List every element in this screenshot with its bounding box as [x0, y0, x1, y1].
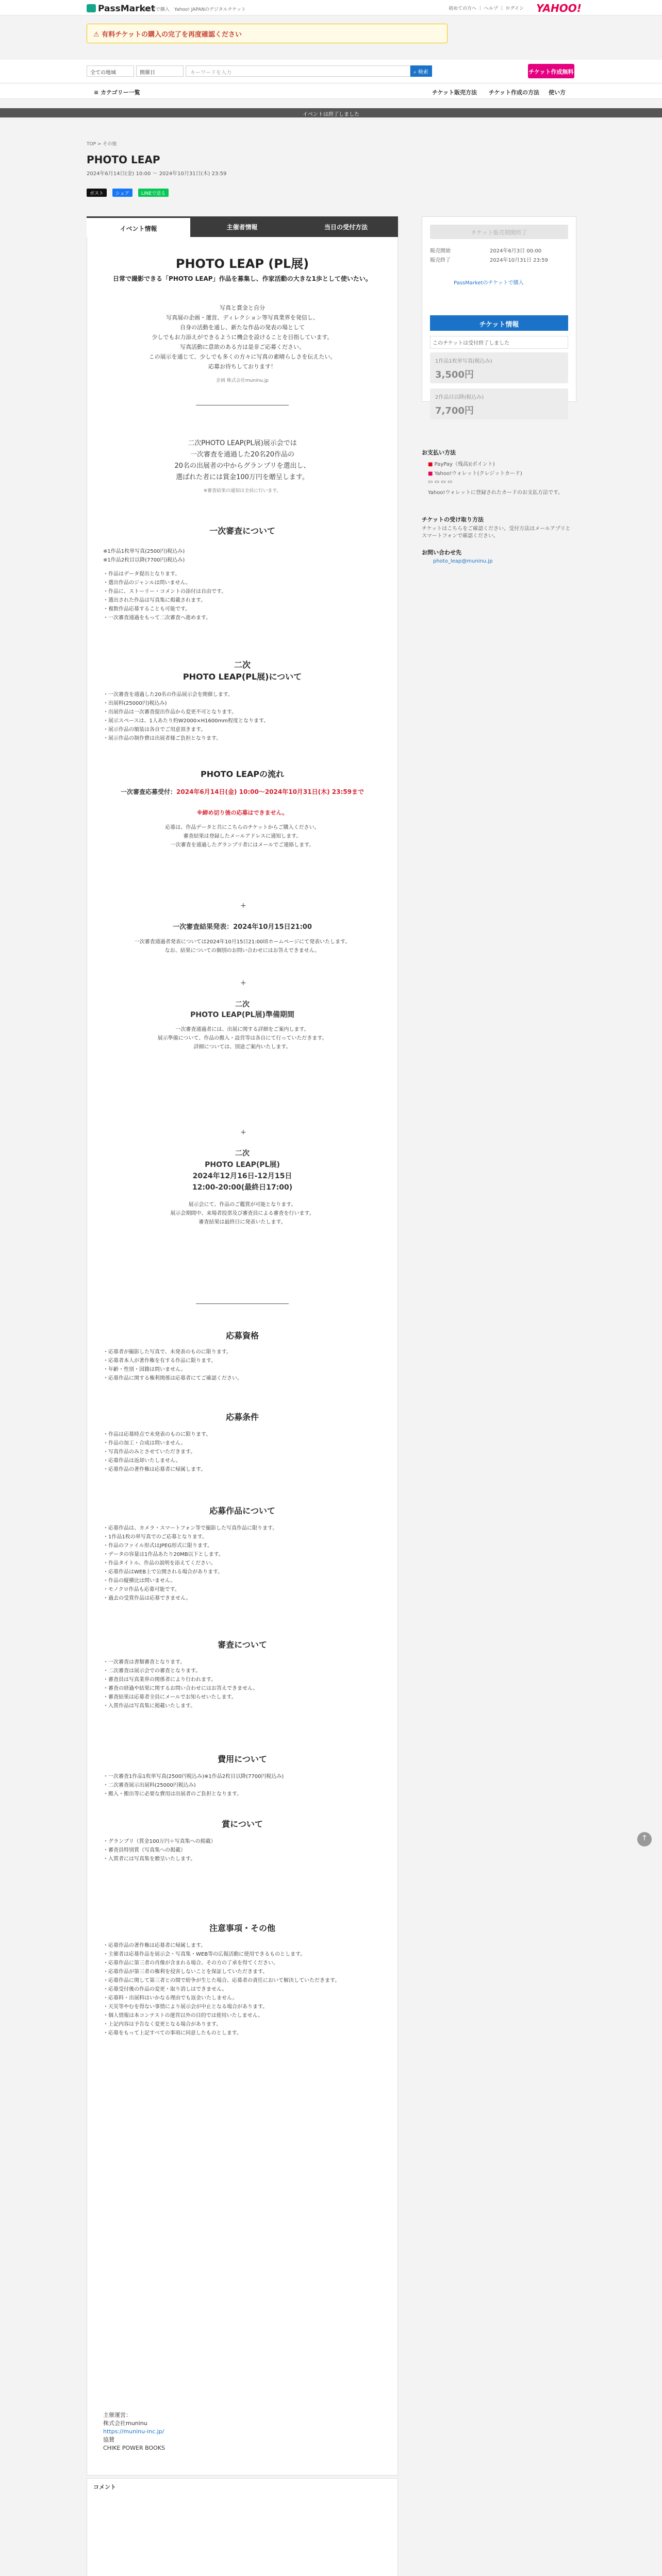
event-ended-banner: イベントは終了しました [0, 108, 662, 117]
second-line: 詳細については、別途ご案内いたします。 [193, 1044, 291, 1050]
section-second-review: 二次 PHOTO LEAP(PL展)について [183, 660, 302, 682]
category-list-label: カテゴリー一覧 [101, 89, 140, 96]
ticket-name: 1作品1枚単写真(税込み) [435, 359, 492, 364]
category-list-link[interactable] [94, 88, 140, 96]
nav-create-method[interactable]: チケット作成の方法 [489, 89, 540, 96]
summary-line: 二次PHOTO LEAP(PL展)展示会では [188, 439, 297, 447]
payment-item [428, 469, 522, 477]
note-line: ・応募作品に関して第三者との間で紛争が生じた場合、応募者の責任において解決していただきます。 [103, 1978, 340, 1984]
second-line: 一次審査通過者には、出展に関する詳細をご案内します。 [175, 1027, 309, 1032]
section-conditions: 応募条件 [225, 1412, 259, 1422]
flow-line: 一次審査を通過したグランプリ者にはメールでご連絡します。 [170, 842, 315, 848]
flow-period-label: 一次審査応募受付： [121, 788, 177, 795]
sales-ended-button[interactable]: チケット販売期間終了 [430, 225, 568, 239]
receive-text: チケットはこちらをご確認ください。受付方法はメールアプリとスマートフォンで確認ください。 [422, 526, 571, 539]
second-review-line: ・出展料(25000円)税込み) [103, 701, 167, 706]
works-line: ・応募作品は、カメラ・スマートフォン等で撮影した写真作品に限ります。 [103, 1526, 278, 1531]
first-review-line: ・選出作品のジャンルは問いません。 [103, 580, 191, 586]
wallet-note: Yahoo!ウォレットに登録されたカードのお支払方法です。 [428, 490, 564, 496]
note-line: ・主催者は応募作品を展示会・写真集・WEB等の広報活動に使用できるものとします。 [103, 1952, 306, 1957]
event-tabs [87, 216, 398, 237]
judging-line: ・審査結果は応募者全員にメールでお知らせいたします。 [103, 1694, 237, 1700]
judging-line: ・二次審査は展示会での審査となります。 [103, 1668, 201, 1674]
judging-line: ・審査員は写真業界の関係者により行われます。 [103, 1677, 217, 1683]
tab-reception[interactable]: 当日の受付方法 [294, 216, 398, 237]
works-line: ・過去の受賞作品は応募できません。 [103, 1596, 191, 1601]
organizer-name: 株式会社muninu [103, 2420, 147, 2427]
first-review-line: ※1作品2枚目以降(7700円)税込み) [103, 557, 185, 563]
exhibit-line: 展示会期間中、来場者投票及び審査員による審査を行います。 [170, 1211, 315, 1216]
qualification-line: ・年齢・性別・国籍は問いません。 [103, 1367, 186, 1372]
condition-line: ・応募作品は返却いたしません。 [103, 1458, 181, 1464]
logo-mark-icon [87, 4, 96, 12]
note-line: ・上記内容は予告なく変更となる場合があります。 [103, 2022, 222, 2027]
flow-separator: + [240, 902, 246, 910]
card-brand-icons: ▭ ▭ ▭ ▭ [428, 479, 453, 485]
works-line: ・モノクロ作品も応募可能です。 [103, 1587, 180, 1592]
second-review-line: ・展示作品の額装は各自でご用意頂きます。 [103, 727, 206, 733]
sale-end-label: 販売終了 [430, 258, 451, 263]
purchase-alert[interactable] [87, 24, 448, 43]
logo-text: PassMarket [98, 4, 155, 14]
menu-icon: ≡ [94, 89, 101, 96]
section-fees: 費用について [218, 1754, 267, 1764]
payment-title: お支払い方法 [422, 449, 456, 456]
second-title: 二次 PHOTO LEAP(PL展)準備期間 [190, 1001, 294, 1019]
works-line: ・作品タイトル、作品の説明を添えてください。 [103, 1561, 216, 1566]
intro-line: 応募お待ちしております！ [208, 363, 276, 370]
nav-howto[interactable]: 使い方 [549, 89, 566, 96]
exhibit-line: 展示会にて、作品のご鑑賞が可能となります。 [188, 1202, 296, 1208]
summary-line: 一次審査を通過した20名20作品の [190, 451, 295, 459]
ticket-name: 2作品目以降(税込み) [435, 395, 484, 400]
breadcrumb[interactable]: TOP > その他 [87, 142, 117, 147]
ticket-info-note: このチケットは受付終了しました [430, 336, 568, 349]
divider [196, 1303, 289, 1304]
page-title: PHOTO LEAP [87, 154, 160, 166]
works-line: ・応募作品はWEB上で公開される場合があります。 [103, 1569, 223, 1575]
section-first-review: 一次審査について [209, 526, 275, 536]
contact-email-link[interactable]: photo_leap@muninu.jp [433, 558, 493, 564]
judging-line: ・審査の経過や結果に関するお問い合わせにはお答えできません。 [103, 1686, 258, 1691]
search-button-label: 検索 [418, 70, 428, 75]
exhibit-title: 二次 PHOTO LEAP(PL展) 2024年12月16日-12月15日 12:00-20:00(最終日17:00) [192, 1149, 293, 1192]
tagline: スマホで購入 Yahoo! JAPANのデジタルチケット [142, 7, 246, 12]
first-review-line: ・一次審査通過をもって二次審査へ進めます。 [103, 615, 211, 621]
contact-title: お問い合わせ先 [422, 549, 461, 556]
ticket-price: 7,700円 [435, 405, 474, 416]
exhibit-line: 審査結果は最終日に発表いたします。 [198, 1219, 286, 1225]
works-line: ・作品の縦横比は問いません。 [103, 1578, 176, 1584]
payment-label: PayPay（残高)(ポイント) [434, 462, 495, 467]
intro-line: この展示を通じて、少しでも多くの方々に写真の素晴らしさを伝えたい。 [148, 353, 336, 360]
sale-start-label: 販売開始 [430, 248, 451, 254]
event-subtitle: 日常で撮影できる「PHOTO LEAP」作品を募集し、作家活動の大きな1歩として使いたい。 [113, 275, 372, 282]
search-icon: ⌕ [413, 70, 418, 75]
first-review-line: ・複数作品応募することも可能です。 [103, 606, 191, 612]
comment-section [87, 2478, 398, 2576]
wallet-icon: ■ [428, 471, 435, 477]
section-prizes: 賞について [222, 1819, 263, 1829]
result-line: なお、結果についての個別のお問い合わせにはお答えできません。 [164, 948, 320, 954]
organizer-label: 主催運営： [103, 2412, 131, 2418]
fee-line: ・二次審査展示出展料(25000円税込み) [103, 1783, 196, 1788]
payment-item [428, 460, 495, 467]
ticket-box [430, 352, 568, 383]
paypay-icon: ■ [428, 462, 435, 467]
summary-line: 20名の出展者の中からグランプリを選出し、 [174, 462, 310, 470]
works-line: ・作品のファイル形式はJPEG形式に限ります。 [103, 1543, 213, 1549]
second-review-line: ・展示スペースは、1人あたり約W2000×H1600mm程度となります。 [103, 718, 269, 724]
flow-note: ※締め切り後の応募はできません。 [196, 809, 288, 816]
note-line: ・天災等やむを得ない事情により展示会が中止となる場合があります。 [103, 2004, 268, 2010]
note-line: ・個人情報は本コンテストの運営以外の目的では使用いたしません。 [103, 2013, 263, 2019]
prize-line: ・審査員特別賞（写真集への掲載） [103, 1848, 186, 1853]
intro-line: 写真活動に意欲のある方は是非ご応募ください。 [180, 344, 305, 350]
fee-line: ・一次審査1作品1枚単写真(2500円税込み)※1作品2枚目以降(7700円税込み) [103, 1774, 284, 1780]
share-line-button[interactable]: LINEで送る [138, 189, 169, 197]
arrow-up-icon: ↑ [641, 1834, 648, 1842]
flow-period: 2024年6月14日(金) 10:00〜2024年10月31日(木) 23:59まで [176, 788, 364, 795]
note-line: ・応募作品の著作権は応募者に帰属します。 [103, 1943, 206, 1948]
scroll-top-button[interactable] [637, 1832, 652, 1846]
condition-line: ・作品は応募時点で未発表のものに限ります。 [103, 1432, 211, 1437]
note-line: ・応募作品に第三者の肖像が含まれる場合、その方の了承を得てください。 [103, 1960, 278, 1966]
section-works: 応募作品について [209, 1506, 275, 1516]
result-title: 一次審査結果発表：2024年10月15日21:00 [173, 923, 312, 931]
receive-title: チケットの受け取り方法 [422, 516, 484, 523]
tab-organizer[interactable]: 主催者情報 [190, 216, 294, 237]
yahoo-logo[interactable]: YAHOO! [536, 2, 582, 14]
region-select[interactable]: 全ての地域 [87, 65, 134, 77]
search-input[interactable]: キーワードを入力 [186, 65, 410, 77]
alert-text: 有料チケットの購入の完了を再度確認ください [102, 31, 242, 39]
flow-separator: + [240, 1128, 246, 1137]
note-line: ・応募料・出展料はいかなる理由でも返金いたしません。 [103, 1995, 238, 2001]
intro-line: 写真展の企画・運営、ディレクション等写真業界を発信し、 [166, 314, 319, 321]
flow-line: 応募は、作品データと共にこちらのチケットからご購入ください。 [165, 825, 320, 831]
sale-start-value: 2024年6月3日 00:00 [490, 248, 542, 254]
judging-line: ・入賞作品は写真集に掲載いたします。 [103, 1703, 196, 1709]
note-line: ・応募をもって上記すべての事項に同意したものとします。 [103, 2030, 242, 2036]
intro-line: 写真と賞金と自分 [220, 304, 265, 311]
intro-small: 企画 株式会社muninu.jp [216, 378, 269, 383]
date-select[interactable]: 開催日 [136, 65, 184, 77]
first-review-line: ・作品に、ストーリー・コメントの添付は自由です。 [103, 589, 227, 595]
first-review-line: ※1作品1枚単写真(2500円)税込み) [103, 549, 185, 554]
comment-title: コメント [93, 2484, 116, 2490]
condition-line: ・写真作品のみとさせていただきます。 [103, 1449, 196, 1455]
ticket-price: 3,500円 [435, 369, 474, 380]
coop-name: CHIKE POWER BOOKS [103, 2445, 165, 2451]
note-line: ・応募受付後の作品の変更・取り消しはできません。 [103, 1987, 227, 1992]
coop-label: 協賛 [103, 2436, 114, 2443]
nav-sell-method[interactable]: チケット販売方法 [432, 89, 477, 96]
section-judging: 審査について [218, 1640, 267, 1650]
organizer-url-link[interactable]: https://muninu-inc.jp/ [103, 2428, 164, 2435]
section-flow: PHOTO LEAPの流れ [200, 769, 285, 779]
first-review-line: ・選出された作品は写真集に掲載されます。 [103, 598, 206, 603]
second-review-line: ・出展作品は一次審査提出作品から変更不可となります。 [103, 709, 237, 715]
warning-icon: ⚠ [93, 31, 102, 39]
works-line: ・1作品1枚の単写真でのご応募となります。 [103, 1534, 207, 1540]
tab-event-info[interactable]: イベント情報 [87, 216, 190, 237]
create-ticket-button[interactable]: チケット作成無料 [528, 64, 574, 78]
condition-line: ・作品の加工・合成は問いません。 [103, 1440, 186, 1446]
section-qualification: 応募資格 [225, 1331, 259, 1341]
qualification-line: ・応募作品に関する権利関係は応募者にてご確認ください。 [103, 1376, 242, 1381]
prize-line: ・グランプリ（賞金100万円＋写真集への掲載） [103, 1839, 216, 1844]
intro-line: 少しでもお力添えができるように機会を設けることを目指しています。 [152, 334, 333, 341]
second-review-line: ・展示作品の制作費は出展者様ご負担となります。 [103, 736, 222, 741]
ticket-box [430, 388, 568, 419]
qualification-line: ・応募者本人が著作権を有する作品に限ります。 [103, 1358, 217, 1364]
first-review-line: ・作品はデータ提出となります。 [103, 571, 180, 577]
judging-line: ・一次審査は書類審査となります。 [103, 1659, 186, 1665]
top-links[interactable]: 初めての方へ ｜ ヘルプ ｜ ログイン [449, 6, 524, 11]
summary-line: 選ばれた者には賞金100万円を贈呈します。 [176, 473, 309, 481]
event-title: PHOTO LEAP (PL展) [175, 257, 309, 271]
sale-end-value: 2024年10月31日 23:59 [490, 258, 548, 263]
flow-line: 審査結果は登録したメールアドレスに通知します。 [183, 834, 302, 839]
payment-label: Yahoo!ウォレット(クレジットカード) [434, 471, 522, 477]
result-line: 一次審査通過者発表については2024年10月15日21:00頃ホームページにて発表いたします。 [134, 939, 351, 945]
summary-small: ※審査結果の通知は全員に行います。 [203, 488, 282, 494]
share-facebook-button[interactable]: シェア [112, 189, 133, 197]
intro-line: 自身の活動を通し、新たな作品の発表の場として [180, 324, 305, 331]
share-x-button[interactable]: ポスト [87, 189, 107, 197]
prize-line: ・入賞者には写真集を贈呈いたします。 [103, 1856, 196, 1862]
second-line: 展示準備について、作品の搬入・設営等は各自にて行っていただきます。 [157, 1036, 327, 1041]
second-review-line: ・一次審査を通過した20名の作品展示会を開催します。 [103, 692, 233, 698]
passmarket-purchase-link[interactable]: PassMarketのチケットで購入 [454, 280, 524, 286]
works-line: ・データの容量は1作品あたり20MB以下とします。 [103, 1552, 224, 1557]
section-notes: 注意事項・その他 [209, 1923, 275, 1933]
flow-separator: + [240, 979, 246, 987]
event-date: 2024年6月14日(金) 10:00 〜 2024年10月31日(木) 23:59 [87, 171, 227, 177]
condition-line: ・応募作品の著作権は応募者に帰属します。 [103, 1467, 206, 1472]
note-line: ・応募作品が第三者の権利を侵害しないことを保証していただきます。 [103, 1969, 268, 1975]
qualification-line: ・応募者が撮影した写真で、未発表のものに限ります。 [103, 1349, 231, 1355]
fee-line: ・搬入・搬出等に必要な費用は出展者のご負担となります。 [103, 1791, 242, 1797]
ticket-info-header: チケット情報 [430, 315, 568, 331]
search-button[interactable] [410, 65, 432, 77]
